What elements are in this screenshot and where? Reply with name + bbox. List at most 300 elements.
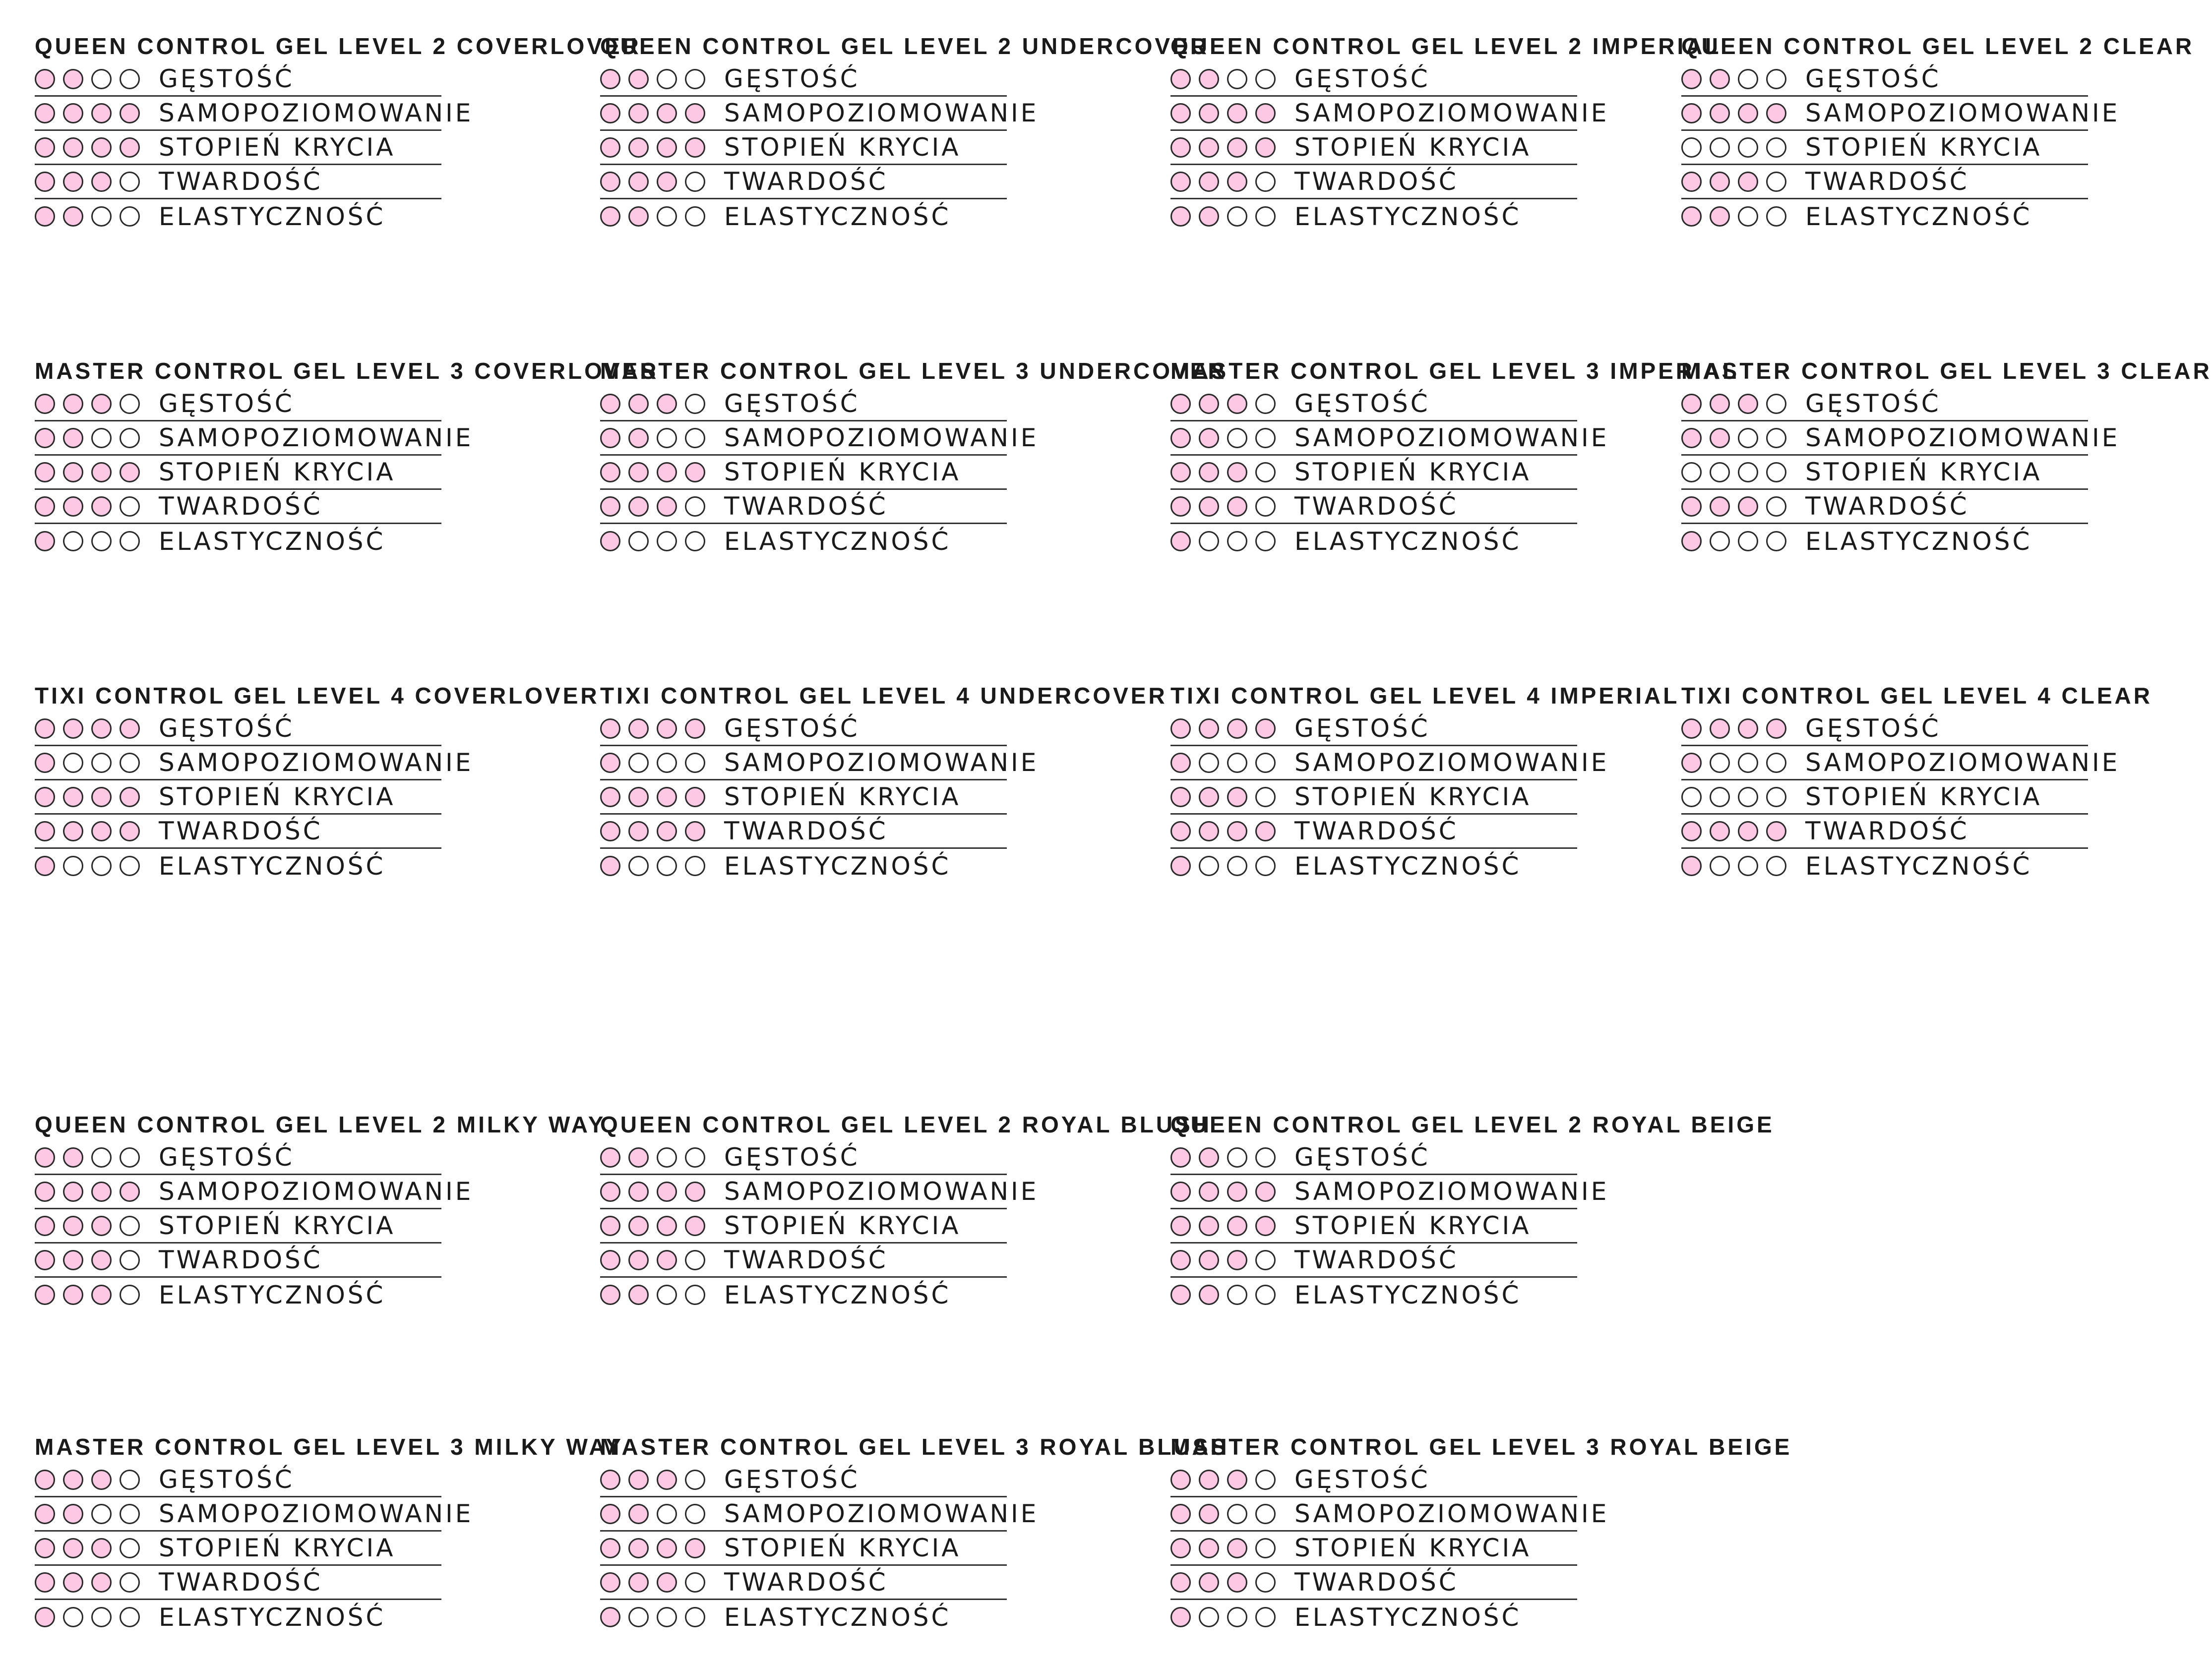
- filled-dot-icon: [1170, 718, 1191, 739]
- rating-row: [600, 1175, 1039, 1209]
- empty-dot-icon: [1738, 787, 1758, 807]
- rating-row: [35, 1244, 441, 1278]
- rating-dots: [600, 856, 724, 876]
- filled-dot-icon: [120, 718, 140, 739]
- filled-dot-icon: [1681, 428, 1702, 448]
- filled-dot-icon: [600, 462, 620, 482]
- empty-dot-icon: [120, 1572, 140, 1593]
- rating-dots: [1170, 753, 1294, 773]
- product-card: [600, 359, 1227, 558]
- filled-dot-icon: [35, 137, 55, 158]
- rating-label: STOPIEŃ KRYCIA: [724, 1534, 961, 1562]
- filled-dot-icon: [63, 206, 83, 227]
- filled-dot-icon: [1227, 1572, 1247, 1593]
- product-card: [35, 359, 659, 558]
- filled-dot-icon: [1199, 1504, 1219, 1524]
- rating-label: GĘSTOŚĆ: [724, 389, 860, 418]
- rating-dots: [600, 1216, 724, 1236]
- rating-label: TWARDOŚĆ: [724, 817, 888, 845]
- rating-row: [1170, 1497, 1609, 1532]
- filled-dot-icon: [600, 1147, 620, 1168]
- rating-dots: [35, 206, 159, 227]
- empty-dot-icon: [628, 1607, 649, 1627]
- empty-dot-icon: [91, 856, 112, 876]
- filled-dot-icon: [1710, 69, 1730, 89]
- rating-label: GĘSTOŚĆ: [1805, 389, 1941, 418]
- rating-dots: [35, 394, 159, 414]
- rating-row: [1170, 1278, 1577, 1312]
- empty-dot-icon: [1710, 856, 1730, 876]
- filled-dot-icon: [1227, 1182, 1247, 1202]
- product-title: MASTER CONTROL GEL LEVEL 3 UNDERCOVER: [600, 358, 1227, 384]
- filled-dot-icon: [600, 1285, 620, 1305]
- rating-row: [1681, 62, 2088, 97]
- empty-dot-icon: [685, 531, 705, 551]
- filled-dot-icon: [63, 137, 83, 158]
- filled-dot-icon: [35, 1250, 55, 1270]
- rating-row: [35, 524, 441, 558]
- rating-row: [600, 199, 1007, 234]
- filled-dot-icon: [628, 69, 649, 89]
- filled-dot-icon: [1681, 496, 1702, 517]
- rating-row: [1170, 131, 1577, 165]
- empty-dot-icon: [1255, 1607, 1276, 1627]
- product-card: [35, 1113, 606, 1312]
- empty-dot-icon: [1738, 531, 1758, 551]
- filled-dot-icon: [600, 69, 620, 89]
- empty-dot-icon: [685, 69, 705, 89]
- rating-dots: [1170, 137, 1294, 158]
- rating-row: [35, 387, 441, 421]
- filled-dot-icon: [628, 1470, 649, 1490]
- empty-dot-icon: [1227, 856, 1247, 876]
- rating-row: [35, 97, 474, 131]
- empty-dot-icon: [1255, 856, 1276, 876]
- rating-label: ELASTYCZNOŚĆ: [1294, 202, 1522, 231]
- rating-dots: [35, 821, 159, 841]
- filled-dot-icon: [120, 462, 140, 482]
- rating-label: STOPIEŃ KRYCIA: [159, 782, 396, 811]
- rating-label: GĘSTOŚĆ: [1294, 1143, 1430, 1172]
- rating-dots: [1170, 172, 1294, 192]
- filled-dot-icon: [63, 1147, 83, 1168]
- rating-row: [35, 1141, 441, 1175]
- filled-dot-icon: [657, 821, 677, 841]
- rating-row: [1170, 1175, 1609, 1209]
- rating-row: [1681, 712, 2088, 746]
- filled-dot-icon: [1170, 1147, 1191, 1168]
- filled-dot-icon: [63, 1504, 83, 1524]
- filled-dot-icon: [35, 428, 55, 448]
- rating-dots: [1681, 821, 1805, 841]
- rating-label: TWARDOŚĆ: [724, 1246, 888, 1274]
- rating-dots: [600, 1285, 724, 1305]
- filled-dot-icon: [35, 1470, 55, 1490]
- rating-dots: [600, 1250, 724, 1270]
- empty-dot-icon: [120, 1538, 140, 1558]
- rating-label: STOPIEŃ KRYCIA: [159, 133, 396, 162]
- rating-label: SAMOPOZIOMOWANIE: [1805, 423, 2120, 452]
- rating-row: [600, 1600, 1007, 1634]
- filled-dot-icon: [35, 531, 55, 551]
- filled-dot-icon: [685, 137, 705, 158]
- empty-dot-icon: [63, 753, 83, 773]
- rating-label: GĘSTOŚĆ: [1294, 389, 1430, 418]
- rating-dots: [1170, 718, 1294, 739]
- filled-dot-icon: [35, 172, 55, 192]
- rating-label: STOPIEŃ KRYCIA: [159, 458, 396, 486]
- filled-dot-icon: [685, 821, 705, 841]
- filled-dot-icon: [91, 1538, 112, 1558]
- empty-dot-icon: [91, 428, 112, 448]
- filled-dot-icon: [63, 1250, 83, 1270]
- filled-dot-icon: [1681, 821, 1702, 841]
- empty-dot-icon: [657, 206, 677, 227]
- rating-dots: [1170, 1470, 1294, 1490]
- filled-dot-icon: [91, 1285, 112, 1305]
- empty-dot-icon: [120, 1216, 140, 1236]
- filled-dot-icon: [628, 462, 649, 482]
- product-card: [35, 684, 600, 883]
- filled-dot-icon: [628, 206, 649, 227]
- filled-dot-icon: [1681, 856, 1702, 876]
- filled-dot-icon: [600, 1572, 620, 1593]
- empty-dot-icon: [120, 531, 140, 551]
- filled-dot-icon: [657, 103, 677, 123]
- filled-dot-icon: [35, 718, 55, 739]
- filled-dot-icon: [600, 718, 620, 739]
- filled-dot-icon: [91, 1250, 112, 1270]
- filled-dot-icon: [1255, 821, 1276, 841]
- empty-dot-icon: [1681, 787, 1702, 807]
- rating-label: SAMOPOZIOMOWANIE: [1805, 99, 2120, 127]
- empty-dot-icon: [1255, 428, 1276, 448]
- rating-label: ELASTYCZNOŚĆ: [1294, 851, 1522, 881]
- filled-dot-icon: [91, 496, 112, 517]
- rating-label: SAMOPOZIOMOWANIE: [1294, 1499, 1609, 1528]
- rating-dots: [1170, 1538, 1294, 1558]
- filled-dot-icon: [657, 1538, 677, 1558]
- product-title: MASTER CONTROL GEL LEVEL 3 ROYAL BEIGE: [1170, 1434, 1792, 1460]
- empty-dot-icon: [1255, 462, 1276, 482]
- empty-dot-icon: [1255, 1504, 1276, 1524]
- filled-dot-icon: [63, 787, 83, 807]
- rating-dots: [35, 787, 159, 807]
- filled-dot-icon: [600, 787, 620, 807]
- empty-dot-icon: [1766, 137, 1786, 158]
- empty-dot-icon: [1681, 137, 1702, 158]
- rating-row: [1681, 131, 2088, 165]
- rating-label: GĘSTOŚĆ: [1805, 64, 1941, 93]
- rating-label: GĘSTOŚĆ: [1294, 1465, 1430, 1494]
- rating-row: [600, 1141, 1007, 1175]
- filled-dot-icon: [657, 462, 677, 482]
- empty-dot-icon: [1255, 172, 1276, 192]
- empty-dot-icon: [1255, 1250, 1276, 1270]
- filled-dot-icon: [1255, 137, 1276, 158]
- product-title: TIXI CONTROL GEL LEVEL 4 IMPERIAL: [1170, 683, 1680, 709]
- empty-dot-icon: [120, 172, 140, 192]
- empty-dot-icon: [685, 428, 705, 448]
- rating-label: SAMOPOZIOMOWANIE: [1294, 748, 1609, 777]
- filled-dot-icon: [600, 1182, 620, 1202]
- rating-label: ELASTYCZNOŚĆ: [724, 1280, 951, 1309]
- filled-dot-icon: [63, 172, 83, 192]
- filled-dot-icon: [1710, 206, 1730, 227]
- empty-dot-icon: [1199, 1607, 1219, 1627]
- filled-dot-icon: [1681, 206, 1702, 227]
- rating-label: STOPIEŃ KRYCIA: [159, 1534, 396, 1562]
- product-card: [1681, 35, 2194, 234]
- rating-row: [600, 815, 1007, 849]
- filled-dot-icon: [1255, 718, 1276, 739]
- filled-dot-icon: [600, 1216, 620, 1236]
- filled-dot-icon: [685, 1538, 705, 1558]
- rating-label: SAMOPOZIOMOWANIE: [724, 748, 1039, 777]
- rating-dots: [1681, 69, 1805, 89]
- filled-dot-icon: [120, 821, 140, 841]
- filled-dot-icon: [628, 718, 649, 739]
- rating-row: [35, 421, 474, 456]
- rating-row: [1170, 387, 1577, 421]
- filled-dot-icon: [1710, 821, 1730, 841]
- rating-row: [1170, 1463, 1577, 1497]
- filled-dot-icon: [628, 1504, 649, 1524]
- rating-label: STOPIEŃ KRYCIA: [1294, 1211, 1532, 1240]
- rating-row: [1681, 199, 2088, 234]
- rating-label: TWARDOŚĆ: [724, 1568, 888, 1597]
- rating-label: STOPIEŃ KRYCIA: [724, 1211, 961, 1240]
- rating-label: GĘSTOŚĆ: [1294, 714, 1430, 743]
- rating-label: TWARDOŚĆ: [1805, 492, 1969, 521]
- filled-dot-icon: [685, 462, 705, 482]
- empty-dot-icon: [1227, 206, 1247, 227]
- rating-row: [35, 815, 441, 849]
- product-title: QUEEN CONTROL GEL LEVEL 2 IMPERIAL: [1170, 33, 1721, 59]
- empty-dot-icon: [685, 753, 705, 773]
- rating-dots: [35, 172, 159, 192]
- filled-dot-icon: [600, 753, 620, 773]
- rating-dots: [1681, 428, 1805, 448]
- filled-dot-icon: [657, 1250, 677, 1270]
- product-card: [35, 35, 641, 234]
- empty-dot-icon: [1766, 206, 1786, 227]
- filled-dot-icon: [35, 1572, 55, 1593]
- empty-dot-icon: [1710, 462, 1730, 482]
- rating-label: TWARDOŚĆ: [724, 492, 888, 521]
- filled-dot-icon: [91, 172, 112, 192]
- filled-dot-icon: [1199, 394, 1219, 414]
- rating-label: ELASTYCZNOŚĆ: [724, 851, 951, 881]
- empty-dot-icon: [1255, 1147, 1276, 1168]
- filled-dot-icon: [35, 462, 55, 482]
- rating-row: [1170, 712, 1577, 746]
- empty-dot-icon: [1766, 856, 1786, 876]
- filled-dot-icon: [657, 1470, 677, 1490]
- rating-dots: [1681, 531, 1805, 551]
- product-card: [600, 1435, 1229, 1634]
- filled-dot-icon: [628, 103, 649, 123]
- filled-dot-icon: [63, 1538, 83, 1558]
- rating-row: [1170, 199, 1577, 234]
- empty-dot-icon: [120, 496, 140, 517]
- rating-label: STOPIEŃ KRYCIA: [1294, 1534, 1532, 1562]
- rating-dots: [35, 137, 159, 158]
- rating-label: SAMOPOZIOMOWANIE: [1294, 1177, 1609, 1206]
- rating-dots: [1170, 1572, 1294, 1593]
- rating-label: GĘSTOŚĆ: [724, 64, 860, 93]
- rating-label: GĘSTOŚĆ: [724, 1465, 860, 1494]
- filled-dot-icon: [1710, 718, 1730, 739]
- filled-dot-icon: [63, 1572, 83, 1593]
- filled-dot-icon: [1170, 172, 1191, 192]
- rating-label: STOPIEŃ KRYCIA: [1805, 133, 2042, 162]
- empty-dot-icon: [1738, 69, 1758, 89]
- rating-dots: [35, 718, 159, 739]
- rating-row: [1170, 62, 1577, 97]
- empty-dot-icon: [1738, 206, 1758, 227]
- empty-dot-icon: [1255, 1572, 1276, 1593]
- product-card: [1170, 35, 1721, 234]
- rating-label: ELASTYCZNOŚĆ: [724, 527, 951, 556]
- rating-row: [600, 1566, 1007, 1600]
- filled-dot-icon: [1227, 1470, 1247, 1490]
- filled-dot-icon: [600, 1504, 620, 1524]
- rating-label: GĘSTOŚĆ: [1805, 714, 1941, 743]
- empty-dot-icon: [1255, 787, 1276, 807]
- rating-row: [600, 849, 1007, 883]
- rating-dots: [1681, 206, 1805, 227]
- rating-dots: [35, 1182, 159, 1202]
- rating-label: SAMOPOZIOMOWANIE: [724, 423, 1039, 452]
- empty-dot-icon: [91, 531, 112, 551]
- rating-label: TWARDOŚĆ: [159, 492, 323, 521]
- filled-dot-icon: [600, 206, 620, 227]
- filled-dot-icon: [1199, 1147, 1219, 1168]
- rating-row: [600, 131, 1007, 165]
- rating-label: SAMOPOZIOMOWANIE: [159, 1499, 474, 1528]
- rating-dots: [35, 103, 159, 123]
- filled-dot-icon: [1170, 394, 1191, 414]
- rating-label: STOPIEŃ KRYCIA: [159, 1211, 396, 1240]
- rating-row: [35, 1532, 441, 1566]
- rating-label: ELASTYCZNOŚĆ: [159, 1280, 386, 1309]
- empty-dot-icon: [1199, 531, 1219, 551]
- filled-dot-icon: [1170, 531, 1191, 551]
- rating-row: [1681, 456, 2088, 490]
- filled-dot-icon: [1738, 172, 1758, 192]
- empty-dot-icon: [657, 1607, 677, 1627]
- filled-dot-icon: [1199, 1538, 1219, 1558]
- rating-row: [1170, 456, 1577, 490]
- empty-dot-icon: [1255, 394, 1276, 414]
- empty-dot-icon: [1738, 753, 1758, 773]
- filled-dot-icon: [628, 821, 649, 841]
- rating-label: SAMOPOZIOMOWANIE: [1294, 423, 1609, 452]
- filled-dot-icon: [1170, 1572, 1191, 1593]
- rating-label: TWARDOŚĆ: [1294, 817, 1459, 845]
- filled-dot-icon: [35, 1607, 55, 1627]
- filled-dot-icon: [35, 1285, 55, 1305]
- rating-dots: [600, 1182, 724, 1202]
- rating-label: STOPIEŃ KRYCIA: [724, 782, 961, 811]
- rating-row: [1681, 97, 2120, 131]
- rating-row: [35, 746, 474, 780]
- empty-dot-icon: [1227, 1147, 1247, 1168]
- rating-row: [1681, 387, 2088, 421]
- rating-dots: [35, 856, 159, 876]
- filled-dot-icon: [657, 172, 677, 192]
- filled-dot-icon: [91, 821, 112, 841]
- empty-dot-icon: [628, 531, 649, 551]
- filled-dot-icon: [600, 531, 620, 551]
- filled-dot-icon: [600, 137, 620, 158]
- empty-dot-icon: [1227, 428, 1247, 448]
- rating-row: [1170, 1141, 1577, 1175]
- filled-dot-icon: [1710, 103, 1730, 123]
- filled-dot-icon: [1227, 394, 1247, 414]
- product-card: [600, 1113, 1212, 1312]
- rating-row: [1681, 524, 2088, 558]
- filled-dot-icon: [1170, 428, 1191, 448]
- rating-label: GĘSTOŚĆ: [724, 714, 860, 743]
- filled-dot-icon: [1170, 1216, 1191, 1236]
- rating-row: [35, 849, 441, 883]
- filled-dot-icon: [628, 172, 649, 192]
- filled-dot-icon: [91, 1182, 112, 1202]
- rating-row: [35, 1600, 441, 1634]
- filled-dot-icon: [628, 1182, 649, 1202]
- empty-dot-icon: [685, 1470, 705, 1490]
- empty-dot-icon: [120, 1607, 140, 1627]
- rating-label: TWARDOŚĆ: [1294, 492, 1459, 521]
- filled-dot-icon: [1170, 103, 1191, 123]
- rating-label: SAMOPOZIOMOWANIE: [1294, 99, 1609, 127]
- rating-row: [1170, 746, 1609, 780]
- filled-dot-icon: [600, 103, 620, 123]
- filled-dot-icon: [1170, 753, 1191, 773]
- empty-dot-icon: [657, 856, 677, 876]
- filled-dot-icon: [1170, 1250, 1191, 1270]
- rating-dots: [1170, 1147, 1294, 1168]
- rating-dots: [600, 137, 724, 158]
- filled-dot-icon: [1199, 787, 1219, 807]
- rating-dots: [1681, 856, 1805, 876]
- rating-dots: [35, 753, 159, 773]
- rating-label: TWARDOŚĆ: [159, 167, 323, 196]
- filled-dot-icon: [600, 821, 620, 841]
- filled-dot-icon: [35, 856, 55, 876]
- rating-label: STOPIEŃ KRYCIA: [1294, 458, 1532, 486]
- product-title: TIXI CONTROL GEL LEVEL 4 CLEAR: [1681, 683, 2152, 709]
- filled-dot-icon: [1710, 428, 1730, 448]
- filled-dot-icon: [1199, 1216, 1219, 1236]
- product-card: [1170, 359, 1739, 558]
- filled-dot-icon: [685, 787, 705, 807]
- empty-dot-icon: [120, 1504, 140, 1524]
- filled-dot-icon: [628, 1147, 649, 1168]
- rating-dots: [600, 1538, 724, 1558]
- filled-dot-icon: [628, 1285, 649, 1305]
- rating-label: SAMOPOZIOMOWANIE: [1805, 748, 2120, 777]
- filled-dot-icon: [63, 496, 83, 517]
- empty-dot-icon: [91, 1607, 112, 1627]
- rating-row: [35, 456, 441, 490]
- product-title: TIXI CONTROL GEL LEVEL 4 COVERLOVER: [35, 683, 600, 709]
- rating-dots: [35, 1504, 159, 1524]
- rating-label: SAMOPOZIOMOWANIE: [724, 99, 1039, 127]
- filled-dot-icon: [1227, 1250, 1247, 1270]
